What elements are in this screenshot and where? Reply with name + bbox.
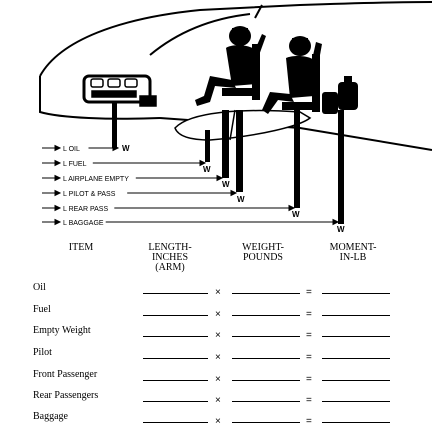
weight-label-baggage: W bbox=[337, 225, 345, 234]
baggage-items bbox=[322, 76, 358, 114]
row-label: Baggage bbox=[33, 411, 68, 422]
arm-oil-right-arrowhead bbox=[113, 146, 118, 151]
row-label: Pilot bbox=[33, 347, 52, 358]
weight-label-oil: W bbox=[122, 144, 130, 153]
header-length bbox=[140, 243, 200, 273]
header-weight bbox=[232, 243, 294, 263]
moment-input-line[interactable] bbox=[322, 401, 390, 402]
arm-input-line[interactable] bbox=[143, 358, 208, 359]
header-moment bbox=[322, 243, 384, 263]
moment-input-line[interactable] bbox=[322, 293, 390, 294]
arm-label-oil: L OIL bbox=[63, 146, 80, 153]
arm-baggage-left-arrowhead bbox=[55, 220, 60, 225]
weight-label-pilot: W bbox=[237, 195, 245, 204]
weight-input-line[interactable] bbox=[232, 380, 300, 381]
arm-fuel-left-arrowhead bbox=[55, 161, 60, 166]
times-symbol: × bbox=[215, 395, 221, 406]
arm-input-line[interactable] bbox=[143, 380, 208, 381]
arm-input-line[interactable] bbox=[143, 422, 208, 423]
arm-oil-left-arrowhead bbox=[55, 146, 60, 151]
header-length-line-1: LENGTH- bbox=[148, 242, 192, 253]
arm-input-line[interactable] bbox=[143, 293, 208, 294]
row-label: Rear Passengers bbox=[33, 390, 99, 401]
weight-input-line[interactable] bbox=[232, 336, 300, 337]
moment-input-line[interactable] bbox=[322, 315, 390, 316]
arm-empty-left-arrowhead bbox=[55, 176, 60, 181]
equals-symbol: = bbox=[306, 374, 312, 385]
arm-baggage-right-arrowhead bbox=[333, 220, 338, 225]
equals-symbol: = bbox=[306, 395, 312, 406]
arm-label-empty: L AIRPLANE EMPTY bbox=[63, 176, 129, 183]
row-label: Oil bbox=[33, 282, 46, 293]
weight-label-rear: W bbox=[292, 210, 300, 219]
times-symbol: × bbox=[215, 416, 221, 427]
weight-label-fuel: W bbox=[203, 165, 211, 174]
arm-label-fuel: L FUEL bbox=[63, 161, 87, 168]
header-length-line-3: (ARM) bbox=[155, 262, 185, 273]
arm-input-line[interactable] bbox=[143, 315, 208, 316]
equals-symbol: = bbox=[306, 287, 312, 298]
equals-symbol: = bbox=[306, 416, 312, 427]
times-symbol: × bbox=[215, 330, 221, 341]
header-item: ITEM bbox=[68, 242, 94, 253]
header-moment-line-1: MOMENT- bbox=[329, 242, 377, 253]
equals-symbol: = bbox=[306, 330, 312, 341]
arm-pilot-left-arrowhead bbox=[55, 191, 60, 196]
arm-label-baggage: L BAGGAGE bbox=[63, 220, 104, 227]
times-symbol: × bbox=[215, 352, 221, 363]
row-label: Fuel bbox=[33, 304, 51, 315]
moment-input-line[interactable] bbox=[322, 358, 390, 359]
times-symbol: × bbox=[215, 287, 221, 298]
weight-input-line[interactable] bbox=[232, 358, 300, 359]
weight-labels bbox=[122, 144, 345, 234]
arm-rear-left-arrowhead bbox=[55, 206, 60, 211]
arm-input-line[interactable] bbox=[143, 401, 208, 402]
arm-input-line[interactable] bbox=[143, 336, 208, 337]
equals-symbol: = bbox=[306, 309, 312, 320]
times-symbol: × bbox=[215, 374, 221, 385]
pilot-figure bbox=[195, 26, 266, 106]
header-moment-line-2: IN-LB bbox=[339, 252, 367, 263]
engine bbox=[84, 76, 156, 106]
weight-input-line[interactable] bbox=[232, 422, 300, 423]
arm-label-pilot: L PILOT & PASS bbox=[63, 191, 116, 198]
row-label: Front Passenger bbox=[33, 369, 98, 380]
moment-input-line[interactable] bbox=[322, 422, 390, 423]
weight-input-line[interactable] bbox=[232, 315, 300, 316]
equals-symbol: = bbox=[306, 352, 312, 363]
arm-label-rear: L REAR PASS bbox=[63, 206, 109, 213]
header-weight-line-2: POUNDS bbox=[242, 252, 283, 263]
weight-label-empty: W bbox=[222, 180, 230, 189]
times-symbol: × bbox=[215, 309, 221, 320]
moment-input-line[interactable] bbox=[322, 380, 390, 381]
header-weight-line-1: WEIGHT- bbox=[242, 242, 284, 253]
weight-input-line[interactable] bbox=[232, 401, 300, 402]
arm-pilot-right-arrowhead bbox=[231, 191, 236, 196]
rear-passenger-figure bbox=[262, 36, 322, 114]
header-length-line-2: INCHES bbox=[151, 252, 189, 263]
moment-input-line[interactable] bbox=[322, 336, 390, 337]
weight-input-line[interactable] bbox=[232, 293, 300, 294]
row-label: Empty Weight bbox=[33, 325, 91, 336]
